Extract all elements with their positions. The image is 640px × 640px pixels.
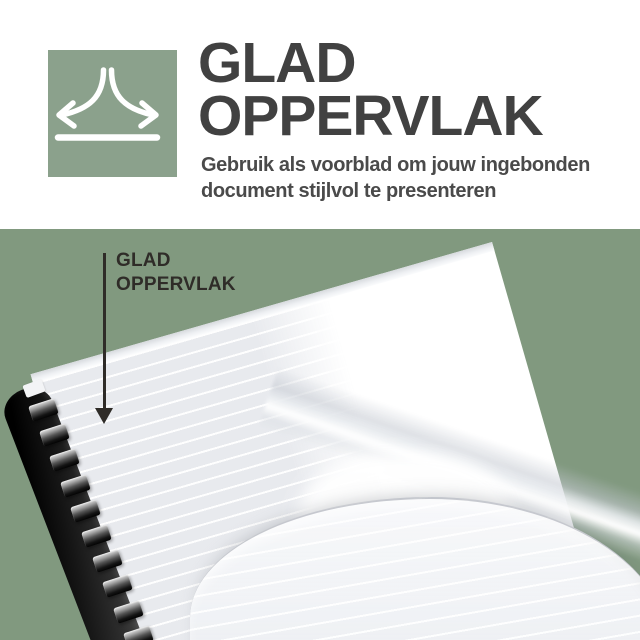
title-line-2: OPPERVLAK — [198, 84, 543, 148]
smooth-surface-icon-glyph — [48, 50, 177, 177]
title-line-1: GLAD — [198, 31, 356, 95]
page-title — [198, 31, 543, 148]
subtitle-line-1: Gebruik als voorblad om jouw ingebonden — [201, 154, 590, 176]
product-photo — [0, 229, 640, 640]
arrow-down-head — [95, 408, 113, 424]
callout-line-1: GLAD — [116, 250, 171, 271]
header-section — [0, 0, 640, 229]
callout-line-2: OPPERVLAK — [116, 273, 236, 295]
subtitle-line-2: document stijlvol te presenteren — [201, 180, 497, 202]
arrow-down-line — [103, 253, 106, 410]
smooth-surface-icon — [48, 50, 177, 177]
callout-label — [116, 249, 236, 296]
subtitle — [201, 152, 590, 204]
